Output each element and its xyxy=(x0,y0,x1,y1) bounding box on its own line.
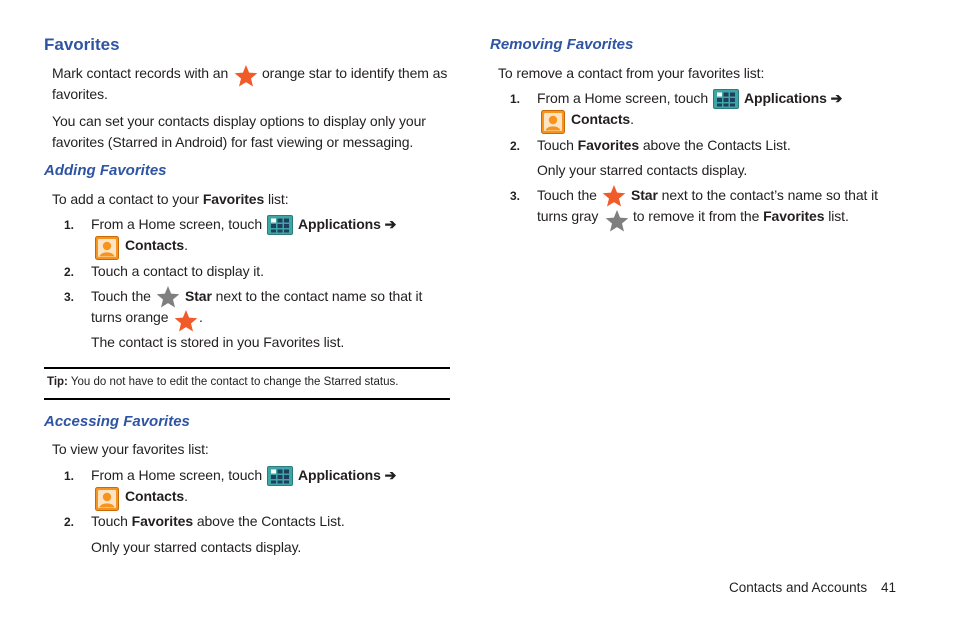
adding-step3-line2-end: . xyxy=(199,309,203,325)
removing-step3-line2-end: list. xyxy=(828,208,849,224)
removing-lead: To remove a contact from your favorites list: xyxy=(498,65,765,81)
removing-step3-pre: Touch the xyxy=(537,187,597,203)
accessing-lead: To view your favorites list: xyxy=(52,441,209,457)
accessing-step2-bold: Favorites xyxy=(131,513,194,529)
removing-step2-post: above the Contacts List. xyxy=(642,137,791,153)
adding-step3-post: next to the contact name so that it xyxy=(215,288,423,304)
accessing-step1-end: . xyxy=(184,488,188,504)
adding-lead-post: list: xyxy=(267,191,289,207)
star-gray-icon xyxy=(605,209,629,233)
removing-step3-line2-pre: turns gray xyxy=(537,208,599,224)
applications-grid-icon xyxy=(713,89,739,109)
adding-step1-contacts-label: Contacts xyxy=(125,237,185,253)
adding-lead-bold: Favorites xyxy=(202,191,265,207)
accessing-favorites-heading: Accessing Favorites xyxy=(44,413,190,430)
accessing-step1-pre: From a Home screen, touch xyxy=(91,467,263,483)
removing-step1-contacts-label: Contacts xyxy=(571,111,631,127)
tip-text: You do not have to edit the contact to change the Starred status. xyxy=(70,376,399,388)
removing-step1-number: 1. xyxy=(510,92,521,106)
adding-lead-pre: To add a contact to your xyxy=(52,191,200,207)
adding-step1-apps: Applications ➔ xyxy=(298,216,397,232)
removing-step1-pre: From a Home screen, touch xyxy=(537,90,709,106)
adding-step3-pre: Touch the xyxy=(91,288,151,304)
removing-result: Only your starred contacts display. xyxy=(537,162,748,178)
removing-step2-pre: Touch xyxy=(537,137,574,153)
star-orange-icon xyxy=(602,184,626,208)
adding-step3-star-line xyxy=(185,288,422,304)
accessing-step1-contacts-label: Contacts xyxy=(125,488,185,504)
contacts-person-icon xyxy=(95,487,119,511)
accessing-step1-apps: Applications ➔ xyxy=(298,467,397,483)
footer-section-title: Contacts and Accounts xyxy=(729,580,868,595)
adding-result: The contact is stored in you Favorites list. xyxy=(91,334,345,350)
adding-step3-number: 3. xyxy=(64,290,75,304)
favorites-intro-post: orange star to identify them as xyxy=(262,65,448,81)
applications-grid-icon xyxy=(267,215,293,235)
removing-step3-post: next to the contact’s name so that it xyxy=(661,187,878,203)
adding-step1-end: . xyxy=(184,237,188,253)
removing-step2-number: 2. xyxy=(510,139,521,153)
tip-box xyxy=(47,376,398,388)
accessing-step1-number: 1. xyxy=(64,469,75,483)
adding-step1-pre: From a Home screen, touch xyxy=(91,216,263,232)
removing-step3-line2-bold: Favorites xyxy=(763,208,825,224)
star-orange-icon xyxy=(234,64,258,88)
adding-step1-contacts xyxy=(125,237,188,253)
favorites-para-line1: You can set your contacts display options to display only your xyxy=(52,113,426,129)
removing-favorites-heading: Removing Favorites xyxy=(490,36,634,53)
tip-bottom-rule xyxy=(44,398,450,400)
contacts-person-icon xyxy=(541,110,565,134)
adding-step3-line2-pre: turns orange xyxy=(91,309,169,325)
removing-step3-star: Star xyxy=(631,187,658,203)
adding-step1-number: 1. xyxy=(64,218,75,232)
accessing-step2-post: above the Contacts List. xyxy=(196,513,345,529)
removing-step3-number: 3. xyxy=(510,189,521,203)
favorites-intro-pre: Mark contact records with an xyxy=(52,65,229,81)
tip-label: Tip: xyxy=(47,376,68,388)
adding-favorites-heading: Adding Favorites xyxy=(44,162,167,179)
accessing-step2-line xyxy=(91,513,345,529)
removing-step2-bold: Favorites xyxy=(577,137,640,153)
star-orange-icon xyxy=(174,309,198,333)
removing-step3-line2-mid: to remove it from the xyxy=(633,208,760,224)
favorites-intro-line2: favorites. xyxy=(52,86,108,102)
accessing-step2-number: 2. xyxy=(64,515,75,529)
accessing-result: Only your starred contacts display. xyxy=(91,539,302,555)
removing-step1-contacts xyxy=(571,111,634,127)
accessing-step2-pre: Touch xyxy=(91,513,128,529)
favorites-para-line2: favorites (Starred in Android) for fast viewing or messaging. xyxy=(52,134,414,150)
accessing-step1-contacts xyxy=(125,488,188,504)
removing-step1-end: . xyxy=(630,111,634,127)
star-gray-icon xyxy=(156,285,180,309)
favorites-heading: Favorites xyxy=(44,35,120,54)
footer-page-number: 41 xyxy=(881,580,897,595)
applications-grid-icon xyxy=(267,466,293,486)
adding-lead xyxy=(52,191,289,207)
removing-step2-line xyxy=(537,137,791,153)
removing-step3-star-line xyxy=(631,187,878,203)
adding-step3-star: Star xyxy=(185,288,212,304)
tip-top-rule xyxy=(44,367,450,369)
adding-step2-text: Touch a contact to display it. xyxy=(91,263,264,279)
adding-step2-number: 2. xyxy=(64,265,75,279)
removing-step3-line2-rest xyxy=(633,208,849,224)
removing-step1-apps: Applications ➔ xyxy=(744,90,843,106)
contacts-person-icon xyxy=(95,236,119,260)
